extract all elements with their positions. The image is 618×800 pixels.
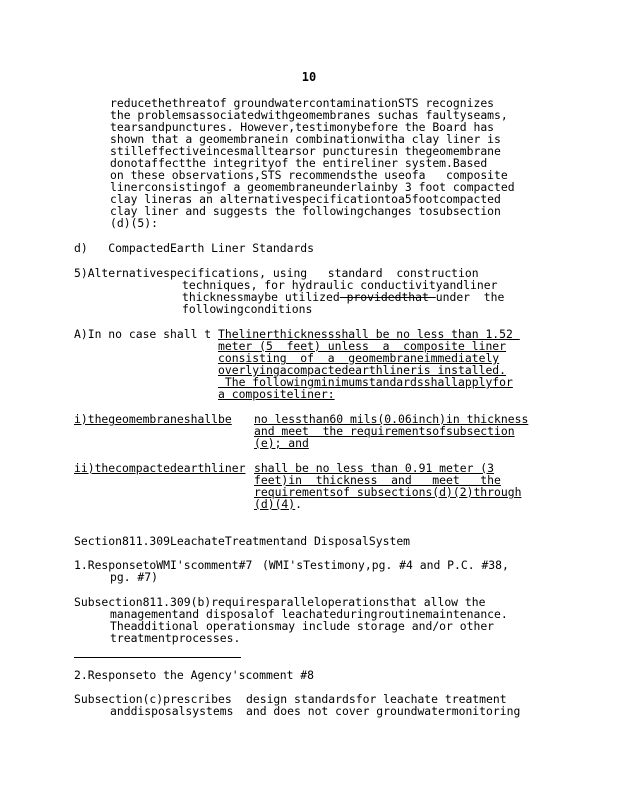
inserted-text-line: The followingminimumstandardsshallapplyfor: [218, 375, 513, 389]
inserted-text-line: Thelinerthicknessshall be no less than 1.52: [218, 327, 520, 341]
response-1-line: (WMI'sTestimony,pg. #4 and P.C. #38,: [262, 558, 509, 572]
subsection-c-line: design standardsfor leachate treatment: [246, 692, 507, 706]
inserted-text-line: consisting of a geomembraneimmediately: [218, 351, 500, 365]
intro-line: clay liner and suggests the followingchanges tosubsection: [110, 204, 501, 218]
intro-line: (d)(5):: [110, 216, 159, 230]
inserted-text-line: a compositeliner:: [218, 387, 335, 401]
response-2-line: 2.Responseto the Agency'scomment #8: [74, 668, 315, 682]
item-a-prefix: A)In no case shall t: [74, 327, 212, 341]
subsection-b-line: Subsection811.309(b)requiresparalleloperationsthat allow the: [74, 595, 486, 609]
intro-line: clay lineras an alternativespecificationtoa5footcompacted: [110, 192, 501, 206]
horizontal-rule: [74, 657, 241, 658]
intro-line: reducethethreatof groundwatercontaminationSTS recognizes: [110, 96, 495, 110]
inserted-text-line: feet)in thickness and meet the: [254, 473, 501, 487]
period: .: [295, 497, 303, 511]
inserted-text-line: overlyingacompactedearthlineris installed.: [218, 363, 507, 377]
inserted-text-line: shall be no less than 0.91 meter (3: [254, 461, 495, 475]
response-1-line: 1.ResponsetoWMI'scomment#7: [74, 558, 253, 572]
item-i-prefix: i)thegeomembraneshallbe: [74, 412, 232, 426]
item-ii-prefix: ii)thecompactedearthliner: [74, 461, 246, 475]
inserted-text-line: [254, 498, 302, 510]
subsection-b-line: treatmentprocesses.: [110, 631, 241, 645]
subsection-b-line: Theadditional operationsmay include storage and/or other: [110, 619, 495, 633]
intro-line: linerconsistingof a geomembraneunderlainby 3 foot compacted: [110, 180, 515, 194]
inserted-text-line: (e); and: [254, 436, 309, 450]
item-5-line: followingconditions: [182, 302, 313, 316]
struck-text: providedthat: [339, 290, 436, 304]
inserted-text-line: and meet the requirementsofsubsection: [254, 424, 515, 438]
intro-line: shown that a geomembranein combinationwitha clay liner is: [110, 132, 501, 146]
inserted-text-line: no lessthan60 mils(0.06inch)in thickness: [254, 412, 529, 426]
intro-line: tearsandpunctures. However,testimonybefore the Board has: [110, 120, 495, 134]
intro-line: donotaffectthe integrityof the entireliner system.Based: [110, 156, 488, 170]
item-5-line: 5)Alternativespecifications, using standard construction: [74, 266, 479, 280]
intro-line: the problemsassociatedwithgeomembranes suchas faultyseams,: [110, 108, 508, 122]
item-5-line: techniques, for hydraulic conductivityandliner: [182, 278, 498, 292]
subsection-b-line: managementand disposalof leachateduringroutinemaintenance.: [110, 607, 508, 621]
subsection-c-line: and does not cover groundwatermonitoring: [246, 704, 521, 718]
subsection-c-line: anddisposalsystems: [110, 704, 234, 718]
item-5-text: thicknessmaybe utilized: [182, 290, 340, 304]
section-heading: Section811.309LeachateTreatmentand DisposalSystem: [74, 534, 411, 548]
page-number: 10: [301, 70, 317, 84]
subsection-c-line: Subsection(c)prescribes: [74, 692, 232, 706]
inserted-text: (d)(4): [254, 497, 296, 511]
inserted-text-line: meter (5 feet) unless a composite liner: [218, 339, 507, 353]
heading-compacted-earth-liner: d) CompactedEarth Liner Standards: [74, 241, 315, 255]
intro-line: stilleffectiveincesmalltearsor puncturesin thegeomembrane: [110, 144, 501, 158]
response-1-line: pg. #7): [110, 570, 159, 584]
item-5-text: under the: [435, 290, 505, 304]
intro-line: on these observations,STS recommendsthe useofa composite: [110, 168, 508, 182]
inserted-text-line: requirementsof subsections(d)(2)through: [254, 485, 522, 499]
